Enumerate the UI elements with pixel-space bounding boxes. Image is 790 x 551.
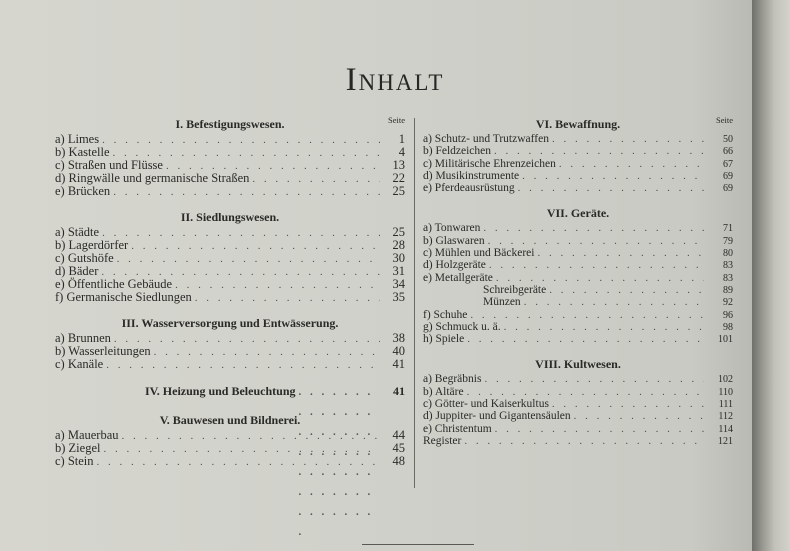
page-number: 69: [723, 183, 733, 195]
toc-section-heading: [55, 115, 405, 133]
toc-entry-label: e) Öffentliche Gebäude: [55, 277, 173, 291]
toc-entry-label: a) Tonwaren: [423, 222, 481, 235]
page-number: 30: [392, 251, 405, 265]
toc-entry-label: c) Kanäle: [55, 357, 104, 371]
page-number: 69: [723, 170, 733, 182]
toc-section-heading: [55, 314, 405, 332]
toc-entry-label: Register: [423, 434, 462, 447]
leader-dots: [483, 222, 704, 234]
toc-entry-label: c) Stein: [55, 454, 94, 468]
toc-entry: [423, 259, 733, 271]
page-number: 25: [392, 225, 405, 239]
toc-entry-label: b) Ziegel: [55, 441, 101, 455]
toc-entry-label: d) Holzgeräte: [423, 259, 486, 272]
toc-entry-label: b) Glaswaren: [423, 234, 485, 247]
page-number: 96: [723, 309, 733, 321]
page-number: 89: [723, 284, 733, 296]
page-number: 44: [392, 428, 405, 442]
toc-entry: [423, 296, 733, 308]
toc-entry: [423, 386, 733, 398]
leader-dots: [122, 430, 380, 443]
toc-entry-label: b) Kastelle: [55, 145, 110, 159]
leader-dots: [489, 259, 704, 271]
toc-entry: [423, 272, 733, 284]
toc-entry: [423, 373, 733, 385]
leader-dots: [522, 170, 704, 182]
toc-entry: [55, 442, 405, 455]
leader-dots: [537, 247, 704, 259]
toc-entry-label: Münzen: [483, 296, 521, 309]
seite-label: Seite: [388, 115, 405, 125]
page-number: 41: [393, 384, 405, 398]
toc-entry: [423, 247, 733, 259]
leader-dots: [559, 158, 704, 170]
toc-entry-label: c) Straßen und Flüsse: [55, 158, 163, 172]
leader-dots: [504, 321, 704, 333]
section-heading-text: VI. Bewaffnung.: [535, 117, 621, 131]
toc-entry-label: d) Bäder: [55, 264, 99, 278]
leader-dots: [252, 173, 380, 186]
page-number: 112: [718, 411, 733, 423]
page-number: 114: [718, 423, 733, 435]
page-number: 101: [718, 334, 733, 346]
toc-entry-label: b) Feldzeichen: [423, 145, 492, 158]
toc-entry: [423, 235, 733, 247]
page-number: 45: [392, 441, 405, 455]
toc-entry: [55, 252, 405, 265]
leader-dots: [113, 186, 380, 199]
leader-dots: [484, 373, 704, 385]
page-number: 83: [723, 272, 733, 284]
page-number: 38: [392, 331, 405, 345]
bottom-rule: [362, 544, 474, 545]
toc-entry-label: d) Ringwälle und germanische Straßen: [55, 171, 250, 185]
toc-entry-label: b) Lagerdörfer: [55, 238, 129, 252]
leader-dots: [549, 284, 704, 296]
section-spacer: [55, 304, 405, 314]
section-heading-text: VIII. Kultwesen.: [535, 357, 621, 372]
page-number: 67: [723, 158, 733, 170]
leader-dots: [494, 145, 704, 157]
page-number: 110: [718, 386, 733, 398]
page-number: 41: [392, 357, 405, 371]
page-number: 83: [723, 260, 733, 272]
toc-entry-label: b) Wasserleitungen: [55, 344, 151, 358]
page-number: 71: [723, 223, 733, 235]
page-number: 13: [392, 158, 405, 172]
toc-entry-label: g) Schmuck u. ä.: [423, 320, 501, 333]
section-spacer: [423, 345, 733, 355]
leader-dots: [102, 227, 380, 240]
toc-entry: [423, 145, 733, 157]
page-number: 111: [718, 399, 733, 411]
leader-dots: [464, 435, 704, 447]
toc-entry: [423, 158, 733, 170]
toc-entry-label: e) Pferdeausrüstung: [423, 182, 515, 195]
page-number: 102: [718, 374, 733, 386]
toc-entry: [423, 321, 733, 333]
toc-entry-label: f) Germanische Siedlungen: [55, 290, 192, 304]
toc-entry: [423, 423, 733, 435]
toc-section-heading: [423, 204, 733, 222]
leader-dots: [131, 240, 380, 253]
page-number: 31: [392, 264, 405, 278]
leader-dots: [97, 456, 380, 469]
toc-entry: [423, 309, 733, 321]
toc-entry: [423, 170, 733, 182]
toc-entry: [55, 429, 405, 442]
page-number: 98: [723, 321, 733, 333]
leader-dots: [154, 346, 380, 359]
toc-entry: [423, 410, 733, 422]
toc-entry: [55, 358, 405, 371]
toc-entry-label: e) Brücken: [55, 184, 111, 198]
toc-entry-label: b) Altäre: [423, 385, 464, 398]
toc-entry-label: c) Militärische Ehrenzeichen: [423, 157, 556, 170]
toc-entry: [55, 455, 405, 468]
leader-dots: [117, 253, 380, 266]
section-heading-text: III. Wasserversorgung und Entwässerung.: [121, 316, 339, 330]
toc-entry: [423, 435, 733, 447]
toc-left-column: [55, 115, 405, 468]
toc-entry: [423, 398, 733, 410]
page-number: 92: [723, 297, 733, 309]
page-number: 1: [398, 132, 405, 146]
leader-dots: [175, 279, 380, 292]
toc-entry-label: h) Spiele: [423, 333, 465, 346]
leader-dots: [102, 134, 380, 147]
toc-entry-label: a) Schutz- und Trutzwaffen: [423, 133, 549, 145]
toc-section-heading: [55, 208, 405, 226]
toc-entry-label: d) Juppiter- und Gigantensäulen: [423, 410, 571, 423]
toc-entry-label: e) Christentum: [423, 422, 492, 435]
toc-entry-label: a) Limes: [55, 132, 100, 146]
page-number: 25: [392, 184, 405, 198]
toc-entry-label: c) Mühlen und Bäckerei: [423, 247, 535, 260]
page-number: 28: [392, 238, 405, 252]
leader-dots: [496, 272, 704, 284]
toc-entry-label: c) Götter- und Kaiserkultus: [423, 398, 549, 411]
page-number: 22: [392, 171, 405, 185]
leader-dots: [495, 423, 704, 435]
section-spacer: [423, 194, 733, 204]
toc-entry: [423, 333, 733, 345]
section-heading-text: IV. Heizung und Beleuchtung: [145, 384, 296, 398]
page-number: 50: [723, 134, 733, 145]
leader-dots: [552, 398, 704, 410]
toc-entry: [55, 345, 405, 358]
section-heading-text: I. Befestigungswesen.: [175, 117, 285, 131]
toc-entry-label: e) Metallgeräte: [423, 271, 493, 284]
leader-dots: [524, 296, 704, 308]
toc-section-heading: [55, 411, 405, 429]
section-heading-text: II. Siedlungswesen.: [180, 210, 280, 224]
leader-dots: [574, 410, 704, 422]
page-number: 35: [392, 290, 405, 304]
section-heading-text: VII. Geräte.: [546, 206, 610, 221]
section-heading-text: V. Bauwesen und Bildnerei.: [159, 413, 301, 427]
leader-dots: [467, 333, 704, 345]
page-number: 80: [723, 248, 733, 260]
toc-entry-label: a) Städte: [55, 225, 100, 239]
column-divider: [414, 118, 415, 488]
toc-entry-label: a) Begräbnis: [423, 373, 482, 386]
leader-dots: [106, 359, 380, 372]
leader-dots: [552, 133, 704, 145]
leader-dots: [103, 443, 380, 456]
toc-section-heading: [55, 381, 405, 401]
page-number: 48: [392, 454, 405, 468]
toc-entry-label: d) Musikinstrumente: [423, 169, 520, 182]
toc-entry-label: c) Gutshöfe: [55, 251, 114, 265]
toc-section-heading: [423, 115, 733, 133]
leader-dots: [518, 182, 704, 194]
toc-entry-label: f) Schuhe: [423, 308, 468, 321]
toc-entry: [423, 284, 733, 296]
page-number: 79: [723, 235, 733, 247]
toc-right-column: [423, 115, 733, 447]
toc-entry: [423, 222, 733, 234]
page-number: 66: [723, 146, 733, 158]
page-number: 4: [398, 145, 405, 159]
toc-entry: [55, 185, 405, 198]
leader-dots: [195, 292, 380, 305]
page-number: 121: [718, 435, 733, 447]
section-spacer: [55, 198, 405, 208]
toc-entry-label: Schreibgeräte: [483, 283, 547, 296]
seite-label: Seite: [716, 115, 733, 125]
leader-dots: [470, 309, 704, 321]
toc-section-heading: [423, 355, 733, 373]
toc-entry-label: a) Brunnen: [55, 331, 111, 345]
leader-dots: [488, 235, 704, 247]
page-number: 40: [392, 344, 405, 358]
toc-entry: [423, 182, 733, 194]
section-spacer: [55, 371, 405, 381]
toc-entry-label: a) Mauerbau: [55, 428, 119, 442]
toc-entry: [423, 133, 733, 145]
leader-dots: [467, 386, 704, 398]
toc-entry: [55, 291, 405, 304]
page-number: 34: [392, 277, 405, 291]
leader-dots: [114, 333, 380, 346]
page-title: Inhalt: [345, 62, 445, 98]
